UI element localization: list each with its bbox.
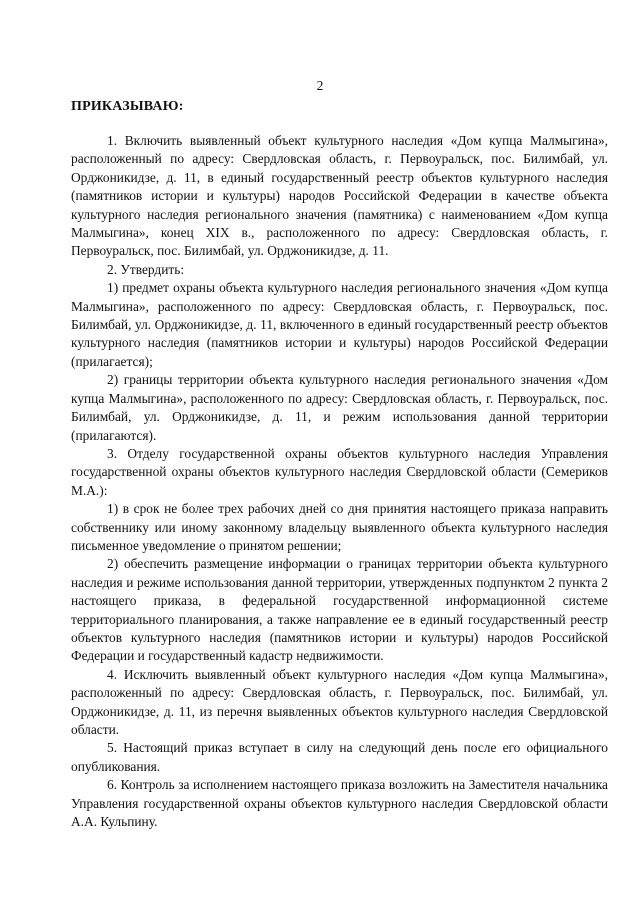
paragraph-subitem-3-1: 1) в срок не более трех рабочих дней со дня принятия настоящего приказа направить собственнику или иному законному владельцу выявленного объекта культурного наследия письменное уведомление о принятом решении;: [71, 501, 608, 553]
paragraph-subitem-3-2: 2) обеспечить размещение информации о границах территории объекта культурного наследия и режиме использования данной территории, утвержденных подпунктом 2 пункта 2 настоящего приказа, в федеральной государственной информационной системе территориального планирования, а также направление ее в единый государственный реестр объектов культурного наследия (памятников истории и культуры) народов Российской Федерации и государственный кадастр недвижимости.: [71, 556, 608, 664]
paragraph-item-2: 2. Утвердить:: [107, 261, 185, 277]
order-heading: ПРИКАЗЫВАЮ:: [71, 99, 184, 114]
paragraph-item-5: 5. Настоящий приказ вступает в силу на следующий день после его официального опубликования.: [71, 740, 608, 774]
paragraph-item-1: 1. Включить выявленный объект культурного наследия «Дом купца Малмыгина», расположенный по адресу: Свердловская область, г. Первоуральск, пос. Билимбай, ул. Орджоникидзе, д. 11, в единый государственный реестр объектов культурного наследия (памятников истории и культуры) народов Российской Федерации в качестве объекта культурного наследия регионального значения (памятника) с наименованием «Дом купца Малмыгина», конец XIX в., расположенного по адресу: Свердловская область, г. Первоуральск, пос. Билимбай, ул. Орджоникидзе, д. 11.: [71, 133, 608, 259]
paragraph-item-3: 3. Отделу государственной охраны объектов культурного наследия Управления государственной охраны объектов культурного наследия Свердловской области (Семериков М.А.):: [71, 445, 608, 498]
page-number: 2: [316, 78, 324, 93]
paragraph-item-6: 6. Контроль за исполнением настоящего приказа возложить на Заместителя начальника Управления государственной охраны объектов культурного наследия Свердловской области А.А. Кульпину.: [71, 777, 608, 830]
document-body: [71, 132, 608, 831]
paragraph-subitem-2-1: 1) предмет охраны объекта культурного наследия регионального значения «Дом купца Малмыгина», расположенного по адресу: Свердловская область, г. Первоуральск, пос. Билимбай, ул. Орджоникидзе, д. 11, включенного в единый государственный реестр объектов культурного наследия (памятников истории и культуры) народов Российской Федерации (прилагается);: [71, 280, 608, 369]
paragraph-subitem-2-2: 2) границы территории объекта культурного наследия регионального значения «Дом купца Малмыгина», расположенного по адресу: Свердловская область, г. Первоуральск, пос. Билимбай, ул. Орджоникидзе, д. 11, и режим использования данной территории (прилагаются).: [71, 372, 608, 443]
paragraph-item-4: 4. Исключить выявленный объект культурного наследия «Дом купца Малмыгина», расположенный по адресу: Свердловская область, г. Первоуральск, пос. Билимбай, ул. Орджоникидзе, д. 11, из перечня выявленных объектов культурного наследия Свердловской области.: [71, 666, 608, 737]
